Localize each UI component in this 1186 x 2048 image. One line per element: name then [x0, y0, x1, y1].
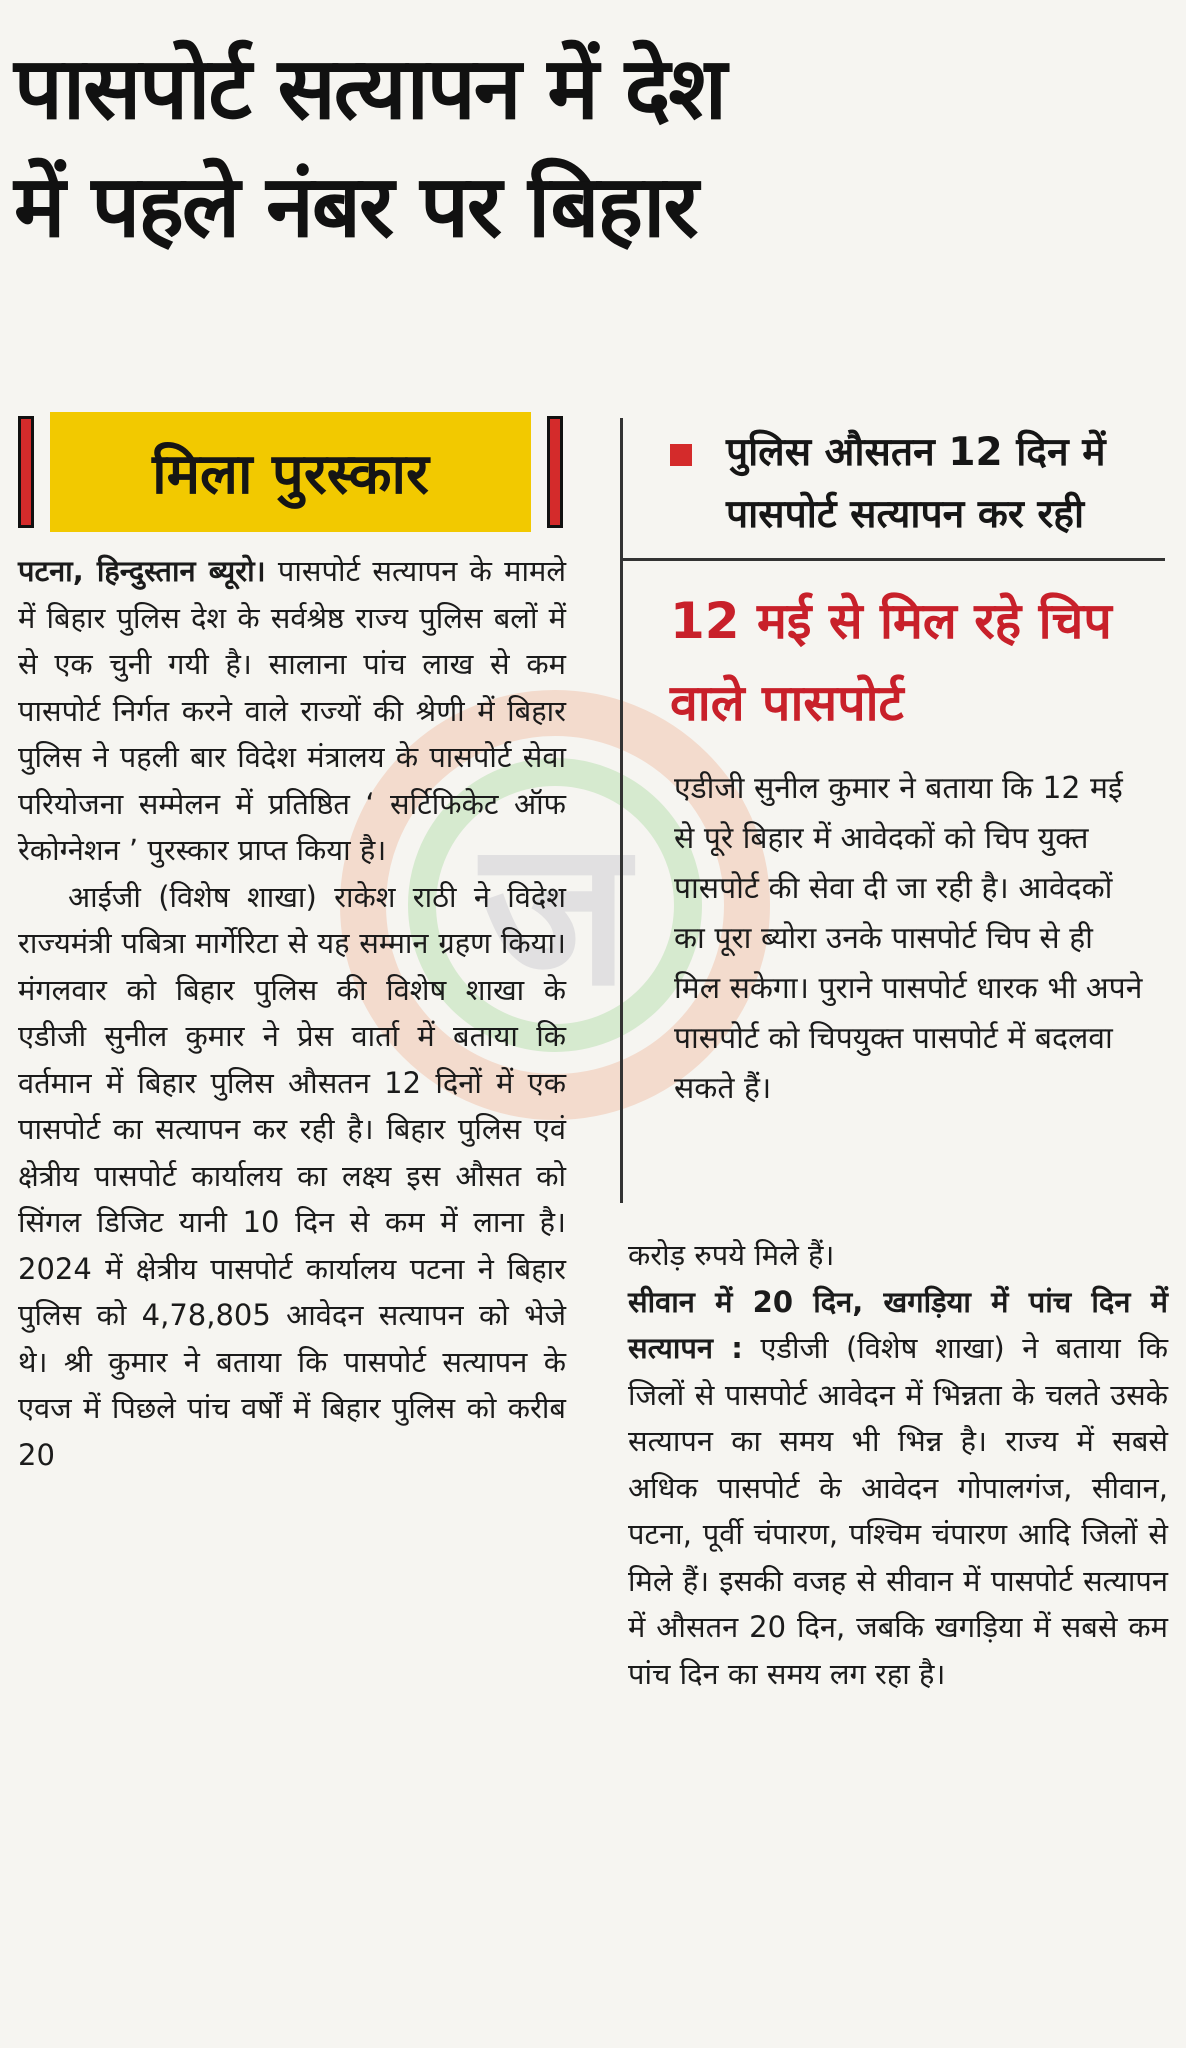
box-text — [674, 764, 1144, 1114]
section-badge — [18, 412, 563, 532]
dateline: पटना, हिन्दुस्तान ब्यूरो। — [18, 554, 266, 588]
right-para-text: एडीजी (विशेष शाखा) ने बताया कि जिलों से पासपोर्ट आवेदन में भिन्नता के चलते उसके सत्यापन का समय भी भिन्न है। राज्य में सबसे अधिक पासपोर्ट के आवेदन गोपालगंज, सीवान, पटना, पूर्वी चंपारण, पश्चिम चंपारण आदि जिलों से मिले हैं। इसकी वजह से सीवान में पासपोर्ट सत्यापन में औसतन 20 दिन, जबकि खगड़िया में सबसे कम पांच दिन का समय लग रहा है। — [628, 1331, 1168, 1691]
right-para — [628, 1279, 1168, 1698]
box-divider — [620, 558, 1165, 561]
box-paragraph: एडीजी सुनील कुमार ने बताया कि 12 मई से पूरे बिहार में आवेदकों को चिप युक्त पासपोर्ट की सेवा दी जा रही है। आवेदकों का पूरा ब्योरा उनके पासपोर्ट चिप से ही मिल सकेगा। पुराने पासपोर्ट धारक भी अपने पासपोर्ट को चिपयुक्त पासपोर्ट में बदलवा सकते हैं। — [674, 771, 1143, 1106]
kicker-line-1: पुलिस औसतन 12 दिन में — [726, 430, 1106, 475]
article-right-column — [628, 1232, 1168, 1697]
kicker — [670, 422, 1170, 546]
badge-bar-left — [18, 416, 34, 528]
red-square-bullet-icon — [670, 444, 692, 466]
article-left-column — [18, 548, 566, 1478]
kicker-line-2: पासपोर्ट सत्यापन कर रही — [726, 492, 1085, 537]
continuation-text: करोड़ रुपये मिले हैं। — [628, 1238, 835, 1272]
headline — [14, 30, 1174, 266]
badge-bar-right — [547, 416, 563, 528]
column-divider — [620, 418, 623, 1203]
right-subhead: सीवान में 20 दिन, खगड़िया में पांच दिन में सत्यापन : — [628, 1284, 1168, 1365]
watermark-letter: ज — [480, 797, 630, 1031]
article-para-1 — [18, 548, 566, 874]
box-subhead: 12 मई से मिल रहे चिप वाले पासपोर्ट — [670, 592, 1112, 732]
headline-line-2: में पहले नंबर पर बिहार — [14, 157, 697, 257]
article-para-2: आईजी (विशेष शाखा) राकेश राठी ने विदेश राज्यमंत्री पबित्रा मार्गेरिटा से यह सम्मान ग्रहण किया। मंगलवार को बिहार पुलिस की विशेष शाखा के एडीजी सुनील कुमार ने प्रेस वार्ता में बताया कि वर्तमान में बिहार पुलिस औसतन 12 दिनों में एक पासपोर्ट का सत्यापन कर रही है। बिहार पुलिस एवं क्षेत्रीय पासपोर्ट कार्यालय का लक्ष्य इस औसत को सिंगल डिजिट यानी 10 दिन से कम में लाना है। 2024 में क्षेत्रीय पासपोर्ट कार्यालय पटना ने बिहार पुलिस को 4,78,805 आवेदन सत्यापन को भेजे थे। श्री कुमार ने बताया कि पासपोर्ट सत्यापन के एवज में पिछले पांच वर्षों में बिहार पुलिस को करीब 20 — [18, 879, 566, 1472]
article-para-1-text: पासपोर्ट सत्यापन के मामले में बिहार पुलिस देश के सर्वश्रेष्ठ राज्य पुलिस बलों में से एक चुनी गयी है। सालाना पांच लाख से कम पासपोर्ट निर्गत करने वाले राज्यों की श्रेणी में बिहार पुलिस ने पहली बार विदेश मंत्रालय के पासपोर्ट सेवा परियोजना सम्मेलन में प्रतिष्ठित ‘ सर्टिफिकेट ऑफ रेकोग्नेशन ’ पुरस्कार प्राप्त किया है। — [18, 554, 566, 867]
headline-line-1: पासपोर्ट सत्यापन में देश — [14, 39, 725, 139]
badge-label: मिला पुरस्कार — [50, 412, 531, 532]
